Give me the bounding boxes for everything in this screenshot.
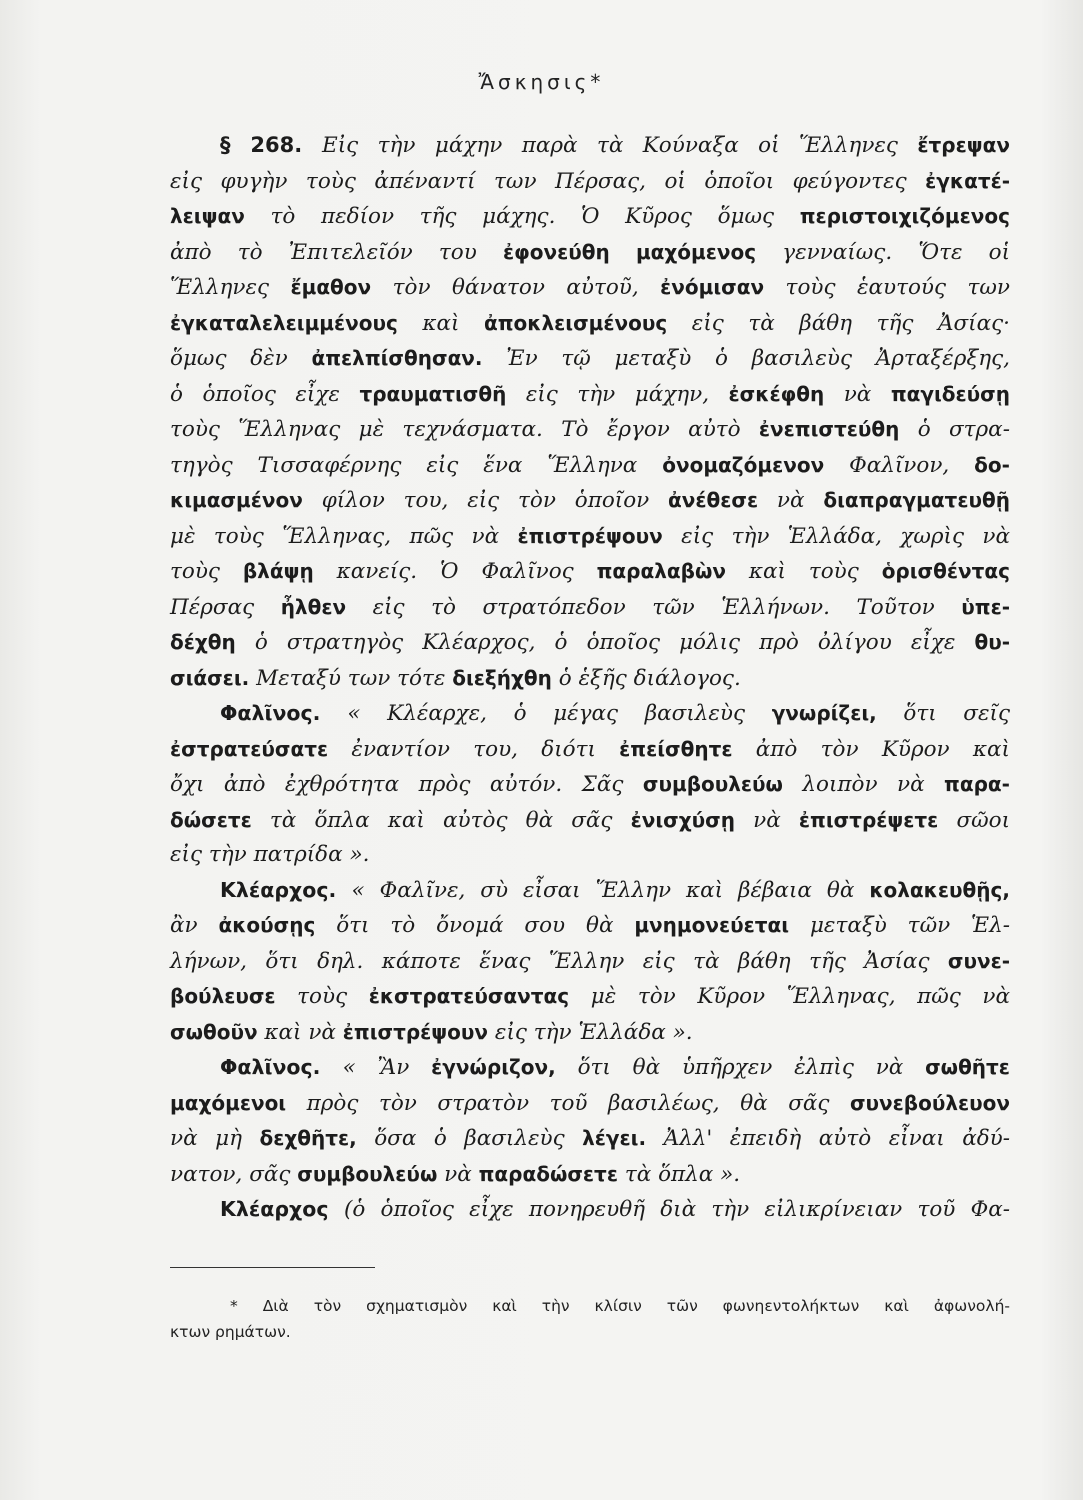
text-line: κιμασμένον φίλον του, εἰς τὸν ὁποῖον ἀνέθεσε νὰ διαπραγματευθῇ (170, 488, 1010, 513)
dialogue-section (170, 696, 1010, 1228)
text-line: νατον, σᾶς συμβουλεύω νὰ παραδώσετε τὰ ὅπλα ». (170, 1161, 741, 1187)
dialogue-turn (170, 1050, 1010, 1192)
text-body (170, 128, 1010, 1228)
text-line: ἀπὸ τὸ Ἐπιτελεῖόν του ἐφονεύθη μαχόμενος γενναίως. Ὅτε οἱ (170, 239, 1011, 265)
text-line: τηγὸς Τισσαφέρνης εἰς ἕνα Ἕλληνα ὀνομαζόμενον Φαλῖνον, δο- (170, 452, 1010, 478)
text-line: δώσετε τὰ ὅπλα καὶ αὐτὸς θὰ σᾶς ἐνισχύσῃ νὰ ἐπιστρέψετε σῶοι (170, 807, 1011, 833)
text-line: σωθοῦν καὶ νὰ ἐπιστρέψουν εἰς τὴν Ἑλλάδα ». (170, 1019, 693, 1045)
text-line: μαχόμενοι πρὸς τὸν στρατὸν τοῦ βασιλέως, θὰ σᾶς συνεβούλευον (170, 1090, 1011, 1116)
dialogue-turn (170, 696, 1010, 873)
text-line: νὰ μὴ δεχθῆτε, ὅσα ὁ βασιλεὺς λέγει. Ἀλλ' ἐπειδὴ αὐτὸ εἶναι ἀδύ- (170, 1126, 1010, 1151)
text-line: Πέρσας ἦλθεν εἰς τὸ στρατόπεδον τῶν Ἑλλήνων. Τοῦτον ὑπε- (170, 594, 1011, 620)
text-line: Κλέαρχος (ὁ ὁποῖος εἶχε πονηρευθῆ διὰ τὴν εἰλικρίνειαν τοῦ Φα- (220, 1197, 1010, 1222)
text-line: μὲ τοὺς Ἕλληνας, πῶς νὰ ἐπιστρέψουν εἰς τὴν Ἑλλάδα, χωρὶς νὰ (170, 523, 1010, 549)
text-line: εἰς τὴν πατρίδα ». (170, 842, 370, 867)
text-line: δέχθη ὁ στρατηγὸς Κλέαρχος, ὁ ὁποῖος μόλις πρὸ ὀλίγου εἶχε θυ- (170, 630, 1011, 655)
main-paragraph (170, 128, 1010, 696)
text-line: τοὺς Ἕλληνας μὲ τεχνάσματα. Τὸ ἔργον αὐτὸ ἐνεπιστεύθη ὁ στρα- (170, 417, 1010, 442)
dialogue-turn (170, 873, 1010, 1051)
section-number: § 268. (220, 133, 323, 157)
speaker-name: Κλέαρχος (220, 1197, 344, 1221)
text-line: Κλέαρχος. « Φαλῖνε, σὺ εἶσαι Ἕλλην καὶ βέβαια θὰ κολακευθῇς, (220, 877, 1010, 903)
text-line: § 268. Εἰς τὴν μάχην παρὰ τὰ Κούναξα οἱ Ἕλληνες ἔτρεψαν (220, 133, 1010, 158)
page-header: Ἄσκησις* (478, 70, 605, 94)
text-line: βούλευσε τοὺς ἐκστρατεύσαντας μὲ τὸν Κῦρον Ἕλληνας, πῶς νὰ (170, 984, 1010, 1009)
text-line: σιάσει. Μεταξύ των τότε διεξήχθη ὁ ἑξῆς διάλογος. (170, 665, 741, 691)
text-line: ὅμως δὲν ἀπελπίσθησαν. Ἐν τῷ μεταξὺ ὁ βασιλεὺς Ἀρταξέρξης, (170, 346, 1010, 371)
text-line: ἂν ἀκούσῃς ὅτι τὸ ὄνομά σου θὰ μνημονεύεται μεταξὺ τῶν Ἑλ- (170, 913, 1011, 938)
footnote (170, 1293, 1010, 1345)
text-line: λειψαν τὸ πεδίον τῆς μάχης. Ὁ Κῦρος ὅμως περιστοιχιζόμενος (170, 204, 1010, 229)
footnote-rule (170, 1267, 375, 1268)
text-line: ὄχι ἀπὸ ἐχθρότητα πρὸς αὐτόν. Σᾶς συμβουλεύω λοιπὸν νὰ παρα- (170, 772, 1010, 797)
footnote-line: κτων ρημάτων. (170, 1323, 291, 1341)
text-line: Ἕλληνες ἔμαθον τὸν θάνατον αὐτοῦ, ἐνόμισαν τοὺς ἑαυτούς των (170, 275, 1010, 300)
text-line: τοὺς βλάψῃ κανείς. Ὁ Φαλῖνος παραλαβὼν καὶ τοὺς ὁρισθέντας (170, 559, 1010, 584)
text-line: εἰς φυγὴν τοὺς ἀπέναντί των Πέρσας, οἱ ὁποῖοι φεύγοντες ἐγκατέ- (170, 168, 1011, 194)
text-line: Φαλῖνος. « Κλέαρχε, ὁ μέγας βασιλεὺς γνωρίζει, ὅτι σεῖς (220, 701, 1010, 726)
footnote-line: * Διὰ τὸν σχηματισμὸν καὶ τὴν κλίσιν τῶν φωνηεντολήκτων καὶ ἀφωνολή- (230, 1297, 1010, 1315)
text-line: λήνων, ὅτι δηλ. κάποτε ἕνας Ἕλλην εἰς τὰ βάθη τῆς Ἀσίας συνε- (170, 948, 1011, 974)
speaker-name: Φαλῖνος. (220, 1055, 343, 1079)
speaker-name: Κλέαρχος. (220, 877, 352, 902)
speaker-name: Φαλῖνος. (220, 701, 348, 725)
text-line: ὁ ὁποῖος εἶχε τραυματισθῆ εἰς τὴν μάχην, ἐσκέφθη νὰ παγιδεύσῃ (170, 381, 1010, 407)
text-line: ἐγκαταλελειμμένους καὶ ἀποκλεισμένους εἰς τὰ βάθη τῆς Ἀσίας· (170, 310, 1010, 336)
text-line: ἐστρατεύσατε ἐναντίον του, διότι ἐπείσθητε ἀπὸ τὸν Κῦρον καὶ (170, 736, 1010, 762)
dialogue-turn (170, 1192, 1010, 1228)
text-line: Φαλῖνος. « Ἂν ἐγνώριζον, ὅτι θὰ ὑπῆρχεν ἐλπὶς νὰ σωθῆτε (220, 1055, 1010, 1080)
